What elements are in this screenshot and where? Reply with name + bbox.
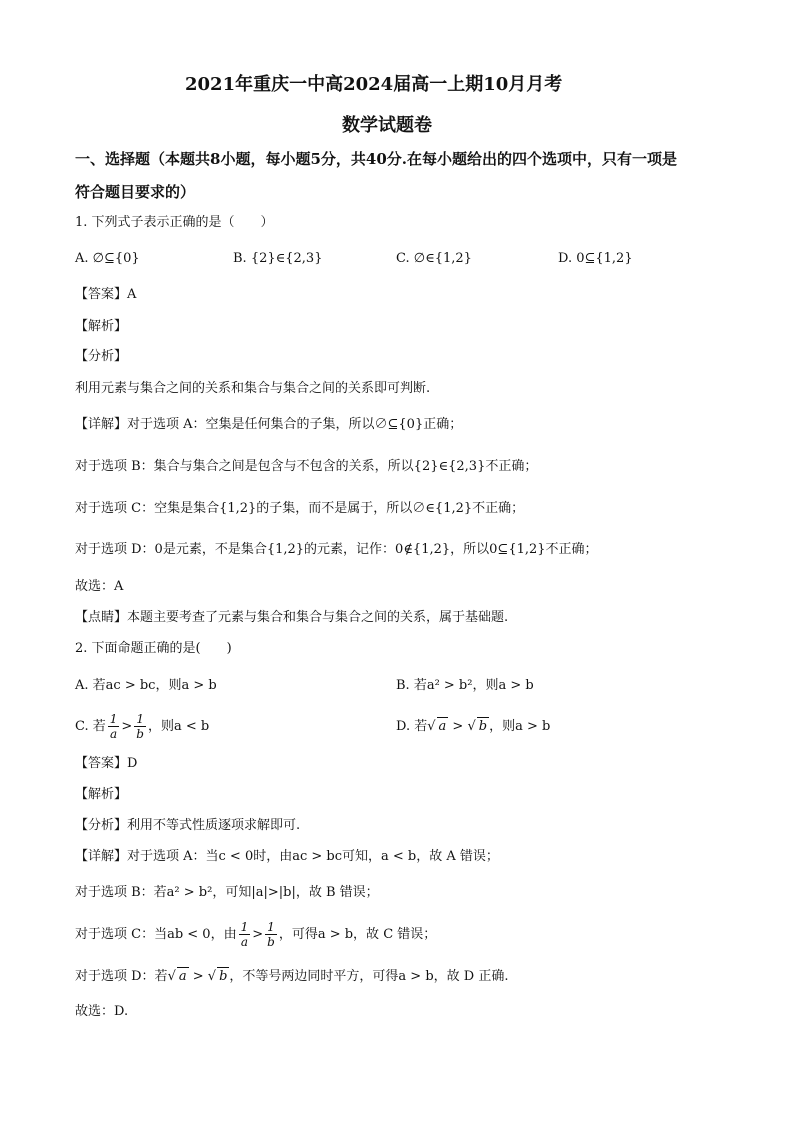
sqrt-a: a xyxy=(438,719,447,734)
sqrt-b: b xyxy=(478,719,488,734)
q2-option-a: A. 若ac > bc，则a > b xyxy=(75,678,217,693)
q1-option-a: A. ∅⊆{0} xyxy=(75,251,140,266)
q2-option-c: C. 若 $\frac{1}{a}$ > $\frac{1}{b}$ ，则a < b xyxy=(75,712,210,741)
q2-option-b: B. 若a² > b²，则a > b xyxy=(396,678,534,693)
q2-detail-d-suffix: ，不等号两边同时平方，可得a > b，故 D 正确. xyxy=(229,969,509,984)
q2-option-d-prefix: D. 若 xyxy=(396,719,428,734)
q2-jiexi: 【解析】 xyxy=(75,787,128,802)
q1-stem: 1. 下列式子表示正确的是（ ） xyxy=(75,215,274,230)
q1-detail-a: 【详解】对于选项 A：空集是任何集合的子集，所以∅⊆{0}正确； xyxy=(75,417,463,432)
q1-option-b: B. {2}∈{2,3} xyxy=(233,251,323,266)
q2-detail-d-prefix: 对于选项 D：若 xyxy=(75,969,168,984)
section-heading-line1: 一、选择题（本题共8小题，每小题5分，共40分.在每小题给出的四个选项中，只有一项是 xyxy=(75,150,677,168)
section-heading-line2: 符合题目要求的） xyxy=(75,183,196,201)
q1-choose: 故选：A xyxy=(75,579,124,594)
q1-fenxi: 利用元素与集合之间的关系和集合与集合之间的关系即可判断. xyxy=(75,381,431,396)
fraction-1-over-b-detail: $\frac{1}{b}$ xyxy=(267,920,275,949)
q2-fenxi: 【分析】利用不等式性质逐项求解即可. xyxy=(75,818,301,833)
sqrt-b-detail: b xyxy=(219,969,228,984)
q2-detail-c: 对于选项 C：当ab < 0，由 $\frac{1}{a}$ > $\frac{1}{b}$ ，可得a > b，故 C 错误； xyxy=(75,920,437,949)
q2-choose: 故选：D. xyxy=(75,1004,129,1019)
q2-detail-d: 对于选项 D：若√ a > √ b ，不等号两边同时平方，可得a > b，故 D 正确. xyxy=(75,969,509,984)
q2-stem: 2. 下面命题正确的是( ) xyxy=(75,641,232,656)
q1-comment: 【点睛】本题主要考查了元素与集合和集合与集合之间的关系，属于基础题. xyxy=(75,610,509,625)
exam-subtitle: 数学试题卷 xyxy=(342,115,432,136)
sqrt-a-detail: a xyxy=(178,969,187,984)
q2-option-d-suffix: ，则a > b xyxy=(489,719,551,734)
q1-answer: 【答案】A xyxy=(75,287,137,302)
q2-answer: 【答案】D xyxy=(75,756,138,771)
q1-detail-b: 对于选项 B：集合与集合之间是包含与不包含的关系，所以{2}∈{2,3}不正确； xyxy=(75,459,538,474)
exam-title: 2021年重庆一中高2024届高一上期10月月考 xyxy=(185,74,563,95)
q2-detail-c-prefix: 对于选项 C：当ab < 0，由 xyxy=(75,927,237,942)
q1-jiexi: 【解析】 xyxy=(75,319,128,334)
q1-detail-c: 对于选项 C：空集是集合{1,2}的子集，而不是属于，所以∅∈{1,2}不正确； xyxy=(75,501,525,516)
q2-detail-a: 【详解】对于选项 A：当c < 0时，由ac > bc可知，a < b，故 A 错误； xyxy=(75,849,499,864)
q1-detail-d: 对于选项 D：0是元素，不是集合{1,2}的元素，记作：0∉{1,2}，所以0⊆{1,2}不正确； xyxy=(75,542,598,557)
q1-fenxi-label: 【分析】 xyxy=(75,349,128,364)
q2-detail-b: 对于选项 B：若a² > b²，可知|a|>|b|，故 B 错误； xyxy=(75,885,379,900)
fraction-1-over-a: $\frac{1}{a}$ xyxy=(109,712,118,741)
q1-option-c: C. ∅∈{1,2} xyxy=(396,251,472,266)
q2-detail-c-suffix: ，可得a > b，故 C 错误； xyxy=(278,927,437,942)
fraction-1-over-b: $\frac{1}{b}$ xyxy=(136,712,144,741)
q1-option-d: D. 0⊆{1,2} xyxy=(558,251,633,266)
q2-option-c-prefix: C. 若 xyxy=(75,719,106,734)
q2-option-d: D. 若√ a > √ b ，则a > b xyxy=(396,719,551,734)
q2-option-c-suffix: ，则a < b xyxy=(147,719,210,734)
fraction-1-over-a-detail: $\frac{1}{a}$ xyxy=(240,920,249,949)
